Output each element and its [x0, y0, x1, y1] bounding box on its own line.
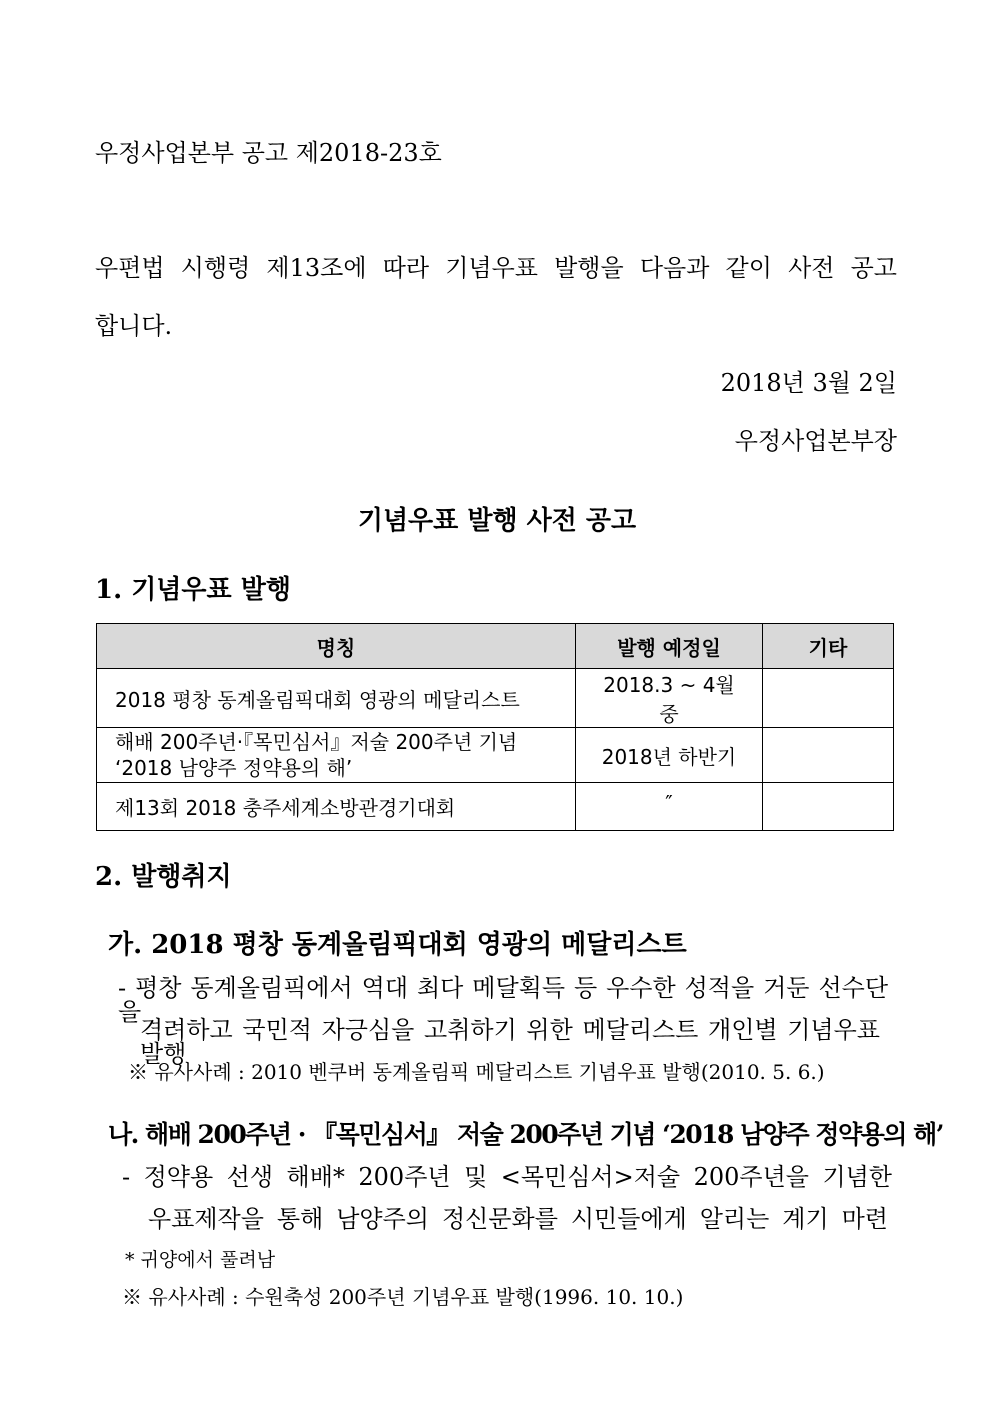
issue-date: 2018.3 ~ 4월중: [576, 669, 763, 728]
etc: [763, 728, 894, 783]
subsection-a-line-1: - 평창 동계올림픽에서 역대 최다 메달획득 등 우수한 성적을 거둔 선수단을: [118, 974, 888, 1026]
col-etc-header: 기타: [763, 624, 894, 669]
table-row: [97, 669, 894, 728]
table-header-row: [97, 624, 894, 669]
subsection-a-line-2: 격려하고 국민적 자긍심을 고취하기 위한 메달리스트 개인별 기념우표 발행: [140, 1016, 880, 1068]
subsection-b-line-2: 우표제작을 통해 남양주의 정신문화를 시민들에게 알리는 계기 마련: [148, 1205, 888, 1233]
stamp-name: [97, 728, 576, 783]
subsection-b-footnote: * 귀양에서 풀려남: [125, 1249, 276, 1271]
stamp-name: 2018 평창 동계올림픽대회 영광의 메달리스트: [97, 669, 576, 728]
section-1-heading: 1. 기념우표 발행: [95, 575, 291, 605]
notice-date: 2018년 3월 2일: [720, 369, 897, 397]
subsection-b-line-1: - 정약용 선생 해배* 200주년 및 <목민심서>저술 200주년을 기념한: [122, 1163, 892, 1191]
subsection-b-note: ※ 유사사례 : 수원축성 200주년 기념우표 발행(1996. 10. 10.): [122, 1285, 684, 1309]
section-2-heading: 2. 발행취지: [95, 862, 232, 892]
table-row: [97, 783, 894, 831]
etc: [763, 783, 894, 831]
stamp-name-line-1: 해배 200주년·『목민심서』저술 200주년 기념: [115, 730, 518, 754]
intro-line-2: 합니다.: [95, 312, 173, 340]
subsection-a-heading: 가. 2018 평창 동계올림픽대회 영광의 메달리스트: [108, 930, 687, 960]
notice-number: 우정사업본부 공고 제2018-23호: [95, 139, 442, 167]
col-name-header: 명칭: [97, 624, 576, 669]
issue-date: ″: [576, 783, 763, 831]
col-date-header: 발행 예정일: [576, 624, 763, 669]
intro-line-1: 우편법 시행령 제13조에 따라 기념우표 발행을 다음과 같이 사전 공고: [95, 254, 897, 282]
stamp-schedule-table: [96, 623, 894, 831]
stamp-name: 제13회 2018 충주세계소방관경기대회: [97, 783, 576, 831]
etc: [763, 669, 894, 728]
subsection-a-note: ※ 유사사례 : 2010 벤쿠버 동계올림픽 메달리스트 기념우표 발행(2010. 5. 6.): [128, 1060, 825, 1084]
document-title: 기념우표 발행 사전 공고: [357, 506, 637, 536]
table-row: [97, 728, 894, 783]
subsection-b-heading: 나. 해배 200주년 · 『목민심서』 저술 200주년 기념 ‘2018 남양주 정약용의 해’: [108, 1120, 943, 1149]
issue-date: 2018년 하반기: [576, 728, 763, 783]
issuer: 우정사업본부장: [734, 427, 897, 455]
stamp-name-line-2: ‘2018 남양주 정약용의 해’: [115, 756, 353, 780]
